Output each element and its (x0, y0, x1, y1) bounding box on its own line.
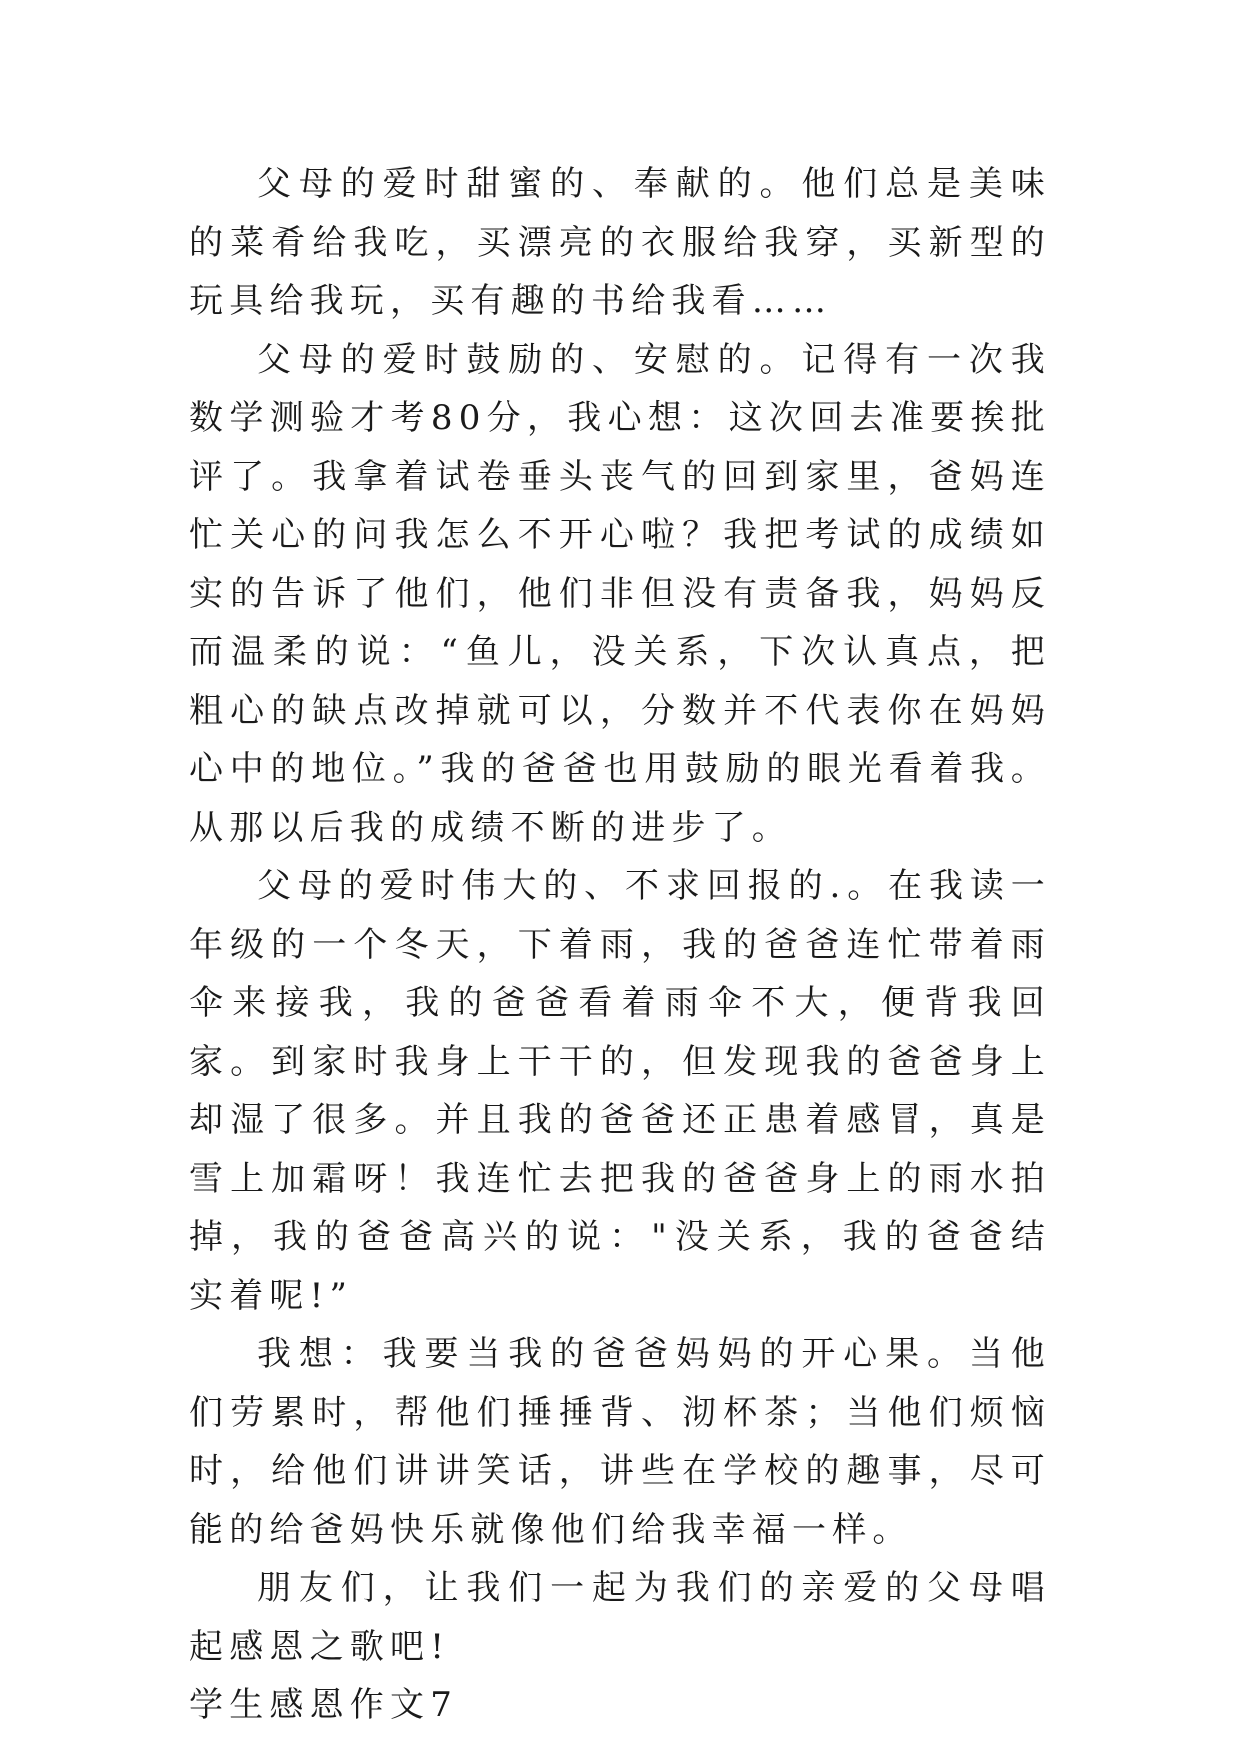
paragraph-parents-love-sweet: 父母的爱时甜蜜的、奉献的。他们总是美味的菜肴给我吃，买漂亮的衣服给我穿，买新型的玩具给我玩，买有趣的书给我看…… (189, 164, 1051, 321)
document-body (189, 155, 1051, 1735)
paragraph-friends: 朋友们，让我们一起为我们的亲爱的父母唱起感恩之歌吧! (189, 1568, 1051, 1667)
section-heading: 学生感恩作文7 (189, 1685, 459, 1725)
paragraph-i-think: 我想：我要当我的爸爸妈妈的开心果。当他们劳累时，帮他们捶捶背、沏杯茶；当他们烦恼时，给他们讲讲笑话，讲些在学校的趣事，尽可能的给爸妈快乐就像他们给我幸福一样。 (189, 1334, 1051, 1550)
paragraph-parents-love-encouraging: 父母的爱时鼓励的、安慰的。记得有一次我数学测验才考80分，我心想：这次回去准要挨批评了。我拿着试卷垂头丧气的回到家里，爸妈连忙关心的问我怎么不开心啦？我把考试的成绩如实的告诉了他们，他们非但没有责备我，妈妈反而温柔的说：“鱼儿，没关系，下次认真点，把粗心的缺点改掉就可以，分数并不代表你在妈妈心中的地位。”我的爸爸也用鼓励的眼光看着我。从那以后我的成绩不断的进步了。 (189, 339, 1051, 848)
paragraph-parents-love-great: 父母的爱时伟大的、不求回报的.。在我读一年级的一个冬天，下着雨，我的爸爸连忙带着雨伞来接我，我的爸爸看着雨伞不大，便背我回家。到家时我身上干干的，但发现我的爸爸身上却湿了很多。并且我的爸爸还正患着感冒，真是雪上加霜呀！我连忙去把我的爸爸身上的雨水拍掉，我的爸爸高兴的说："没关系，我的爸爸结实着呢!” (189, 866, 1051, 1316)
